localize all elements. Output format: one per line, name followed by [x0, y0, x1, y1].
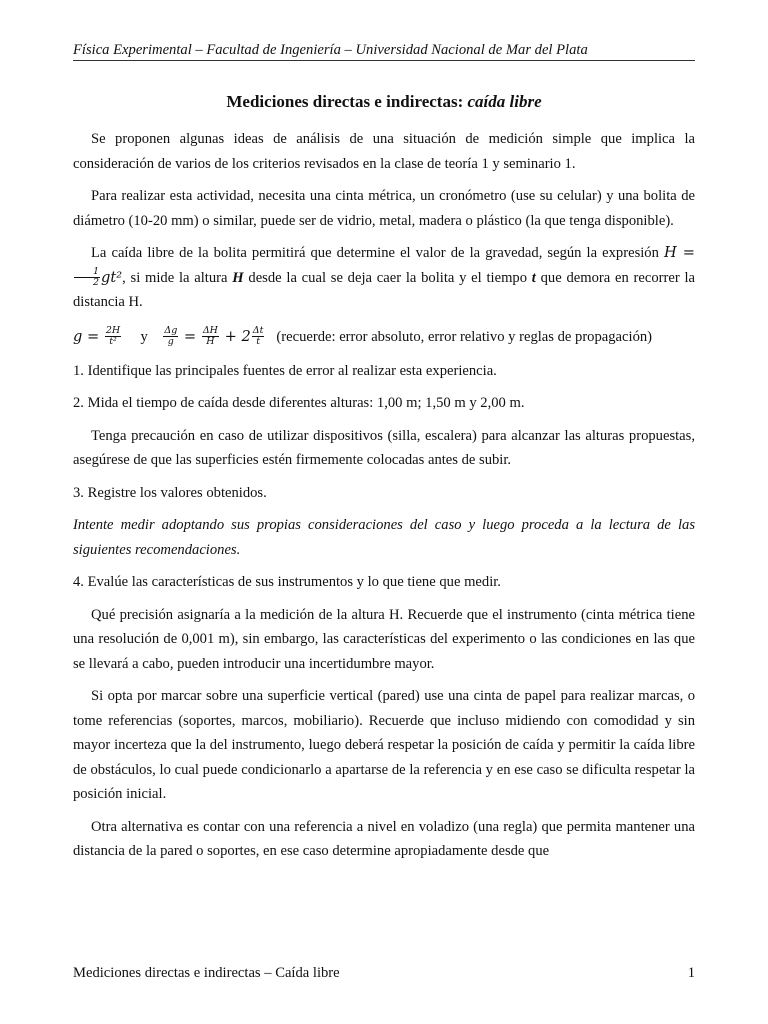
paragraph-caution: Tenga precaución en caso de utilizar dispositivos (silla, escalera) para alcanzar las alturas propuestas, asegúrese de que las superficies estén firmemente colocadas antes de subir.	[73, 427, 695, 468]
page-footer	[73, 963, 695, 983]
page-number: 1	[687, 965, 695, 981]
formula-relative-error: $\frac{\Delta g}{g}$ = $\frac{\Delta H}{H}$ + 2 $\frac{\Delta t}{t}$	[164, 325, 264, 347]
list-item-1: 1. Identifique las principales fuentes de error al realizar esta experiencia.	[73, 362, 497, 379]
title-main: Mediciones directas e indirectas:	[226, 92, 468, 111]
paragraph-precision: Qué precisión asignaría a la medición de la altura H. Recuerde que el instrumento (cinta métrica tiene una resolución de 0,001 m), sin embargo, las características del experimento o las condiciones en las que se llevará a cabo, pueden introducir una incertidumbre mayor.	[73, 606, 695, 672]
formula-line: g = $\frac{2H}{\text{t²}}$ y $\frac{\Delta g}{g}$ = $\frac{\Delta H}{H}$ + 2 $\frac{\Delta t}{t}$ (recuerde: error absoluto, error relativo y reglas de propagación)	[73, 325, 653, 347]
footer-text: Mediciones directas e indirectas – Caída libre	[73, 965, 340, 981]
paragraph-marking: Si opta por marcar sobre una superficie vertical (pared) use una cinta de papel para realizar marcas, o tome referencias (soportes, marcos, mobiliario). Recuerde que incluso midiendo con comodidad y sin mayor incerteza que la del instrumento, luego deberá respetar la posición de caída y permitir la caída libre de obstáculos, lo cual puede condicionarlo a apartarse de la referencia y en ese caso se dificulta respetar la posición inicial.	[73, 688, 695, 802]
formula-note: (recuerde: error absoluto, error relativo y reglas de propagación)	[276, 328, 653, 345]
list-item-2: 2. Mida el tiempo de caída desde diferentes alturas: 1,00 m; 1,50 m y 2,00 m.	[73, 395, 525, 411]
paragraph-alternative: Otra alternativa es contar con una referencia a nivel en voladizo (una regla) que permita mantener una distancia de la pared o soportes, en ese caso determine apropiadamente desde que	[73, 818, 695, 859]
list-item-3: 3. Registre los valores obtenidos.	[73, 484, 267, 501]
formula-h-equation: H = $\frac{1}{2}$ gt²	[73, 244, 695, 286]
paragraph-intro: Se proponen algunas ideas de análisis de una situación de medición simple que implica la consideración de varios de los criterios revisados en la clase de teoría 1 y seminario 1.	[73, 131, 695, 172]
paragraph-italic-note: Intente medir adoptando sus propias consideraciones del caso y luego proceda a la lectura de las siguientes recomendaciones.	[73, 517, 695, 558]
page-header: Física Experimental – Facultad de Ingeniería – Universidad Nacional de Mar del Plata	[73, 41, 695, 61]
title-italic: caída libre	[467, 92, 542, 111]
paragraph-materials: Para realizar esta actividad, necesita una cinta métrica, un cronómetro (use su celular) y una bolita de diámetro (10-20 mm) o similar, puede ser de vidrio, metal, madera o plástico (la que tenga disponible).	[73, 188, 695, 229]
document-body	[73, 127, 695, 872]
list-item-4: 4. Evalúe las características de sus instrumentos y lo que tiene que medir.	[73, 574, 501, 590]
document-title	[73, 91, 695, 113]
paragraph-free-fall: La caída libre de la bolita permitirá que determine el valor de la gravedad, según la expresión H = $\frac{1}{2}$ gt², si mide la altura H desde la cual se deja caer la bolita y el tiempo t que demora en recorrer la distancia H.	[73, 244, 696, 310]
formula-g: g = $\frac{2H}{\text{t²}}$	[73, 325, 121, 347]
